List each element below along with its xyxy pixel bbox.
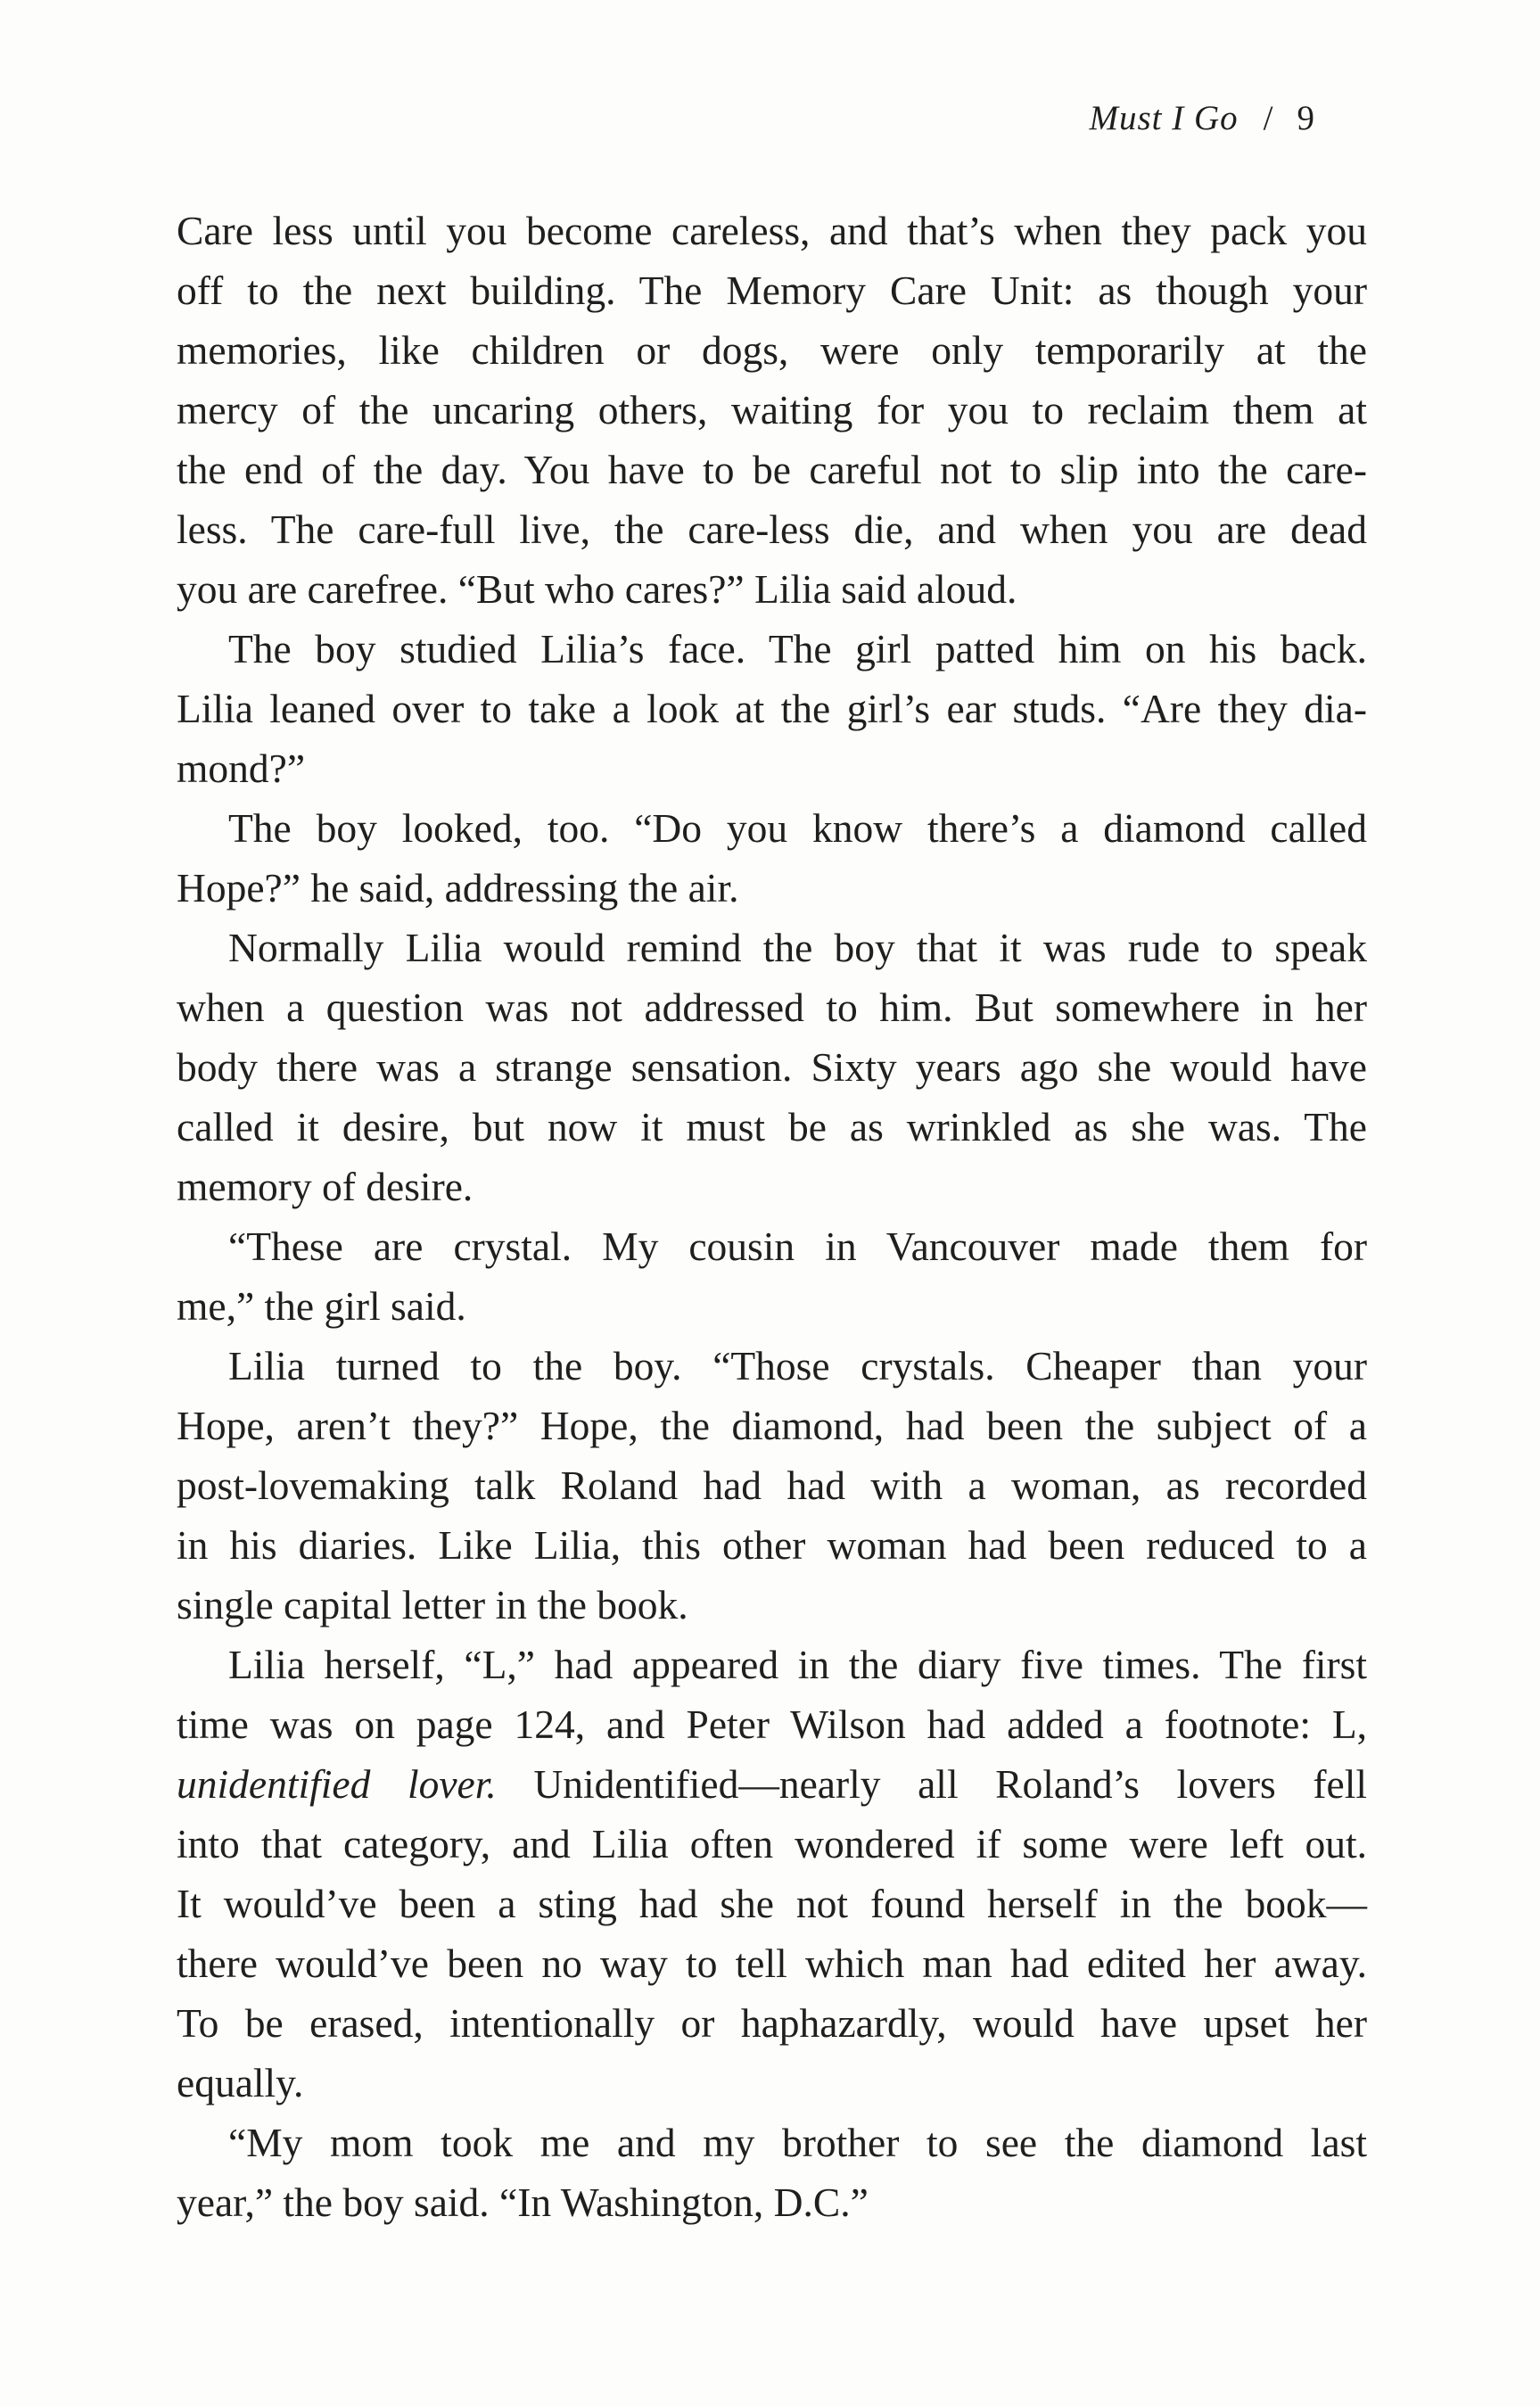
running-header <box>1090 98 1316 138</box>
text-line: Lilia herself, “L,” had appeared in the diary five times. The first <box>228 1642 1367 1687</box>
italic-phrase: unidentified lover. <box>177 1761 497 1807</box>
text-line: The boy looked, too. “Do you know there’s a diamond called <box>228 805 1367 851</box>
text-line: Hope?” he said, addressing the air. <box>177 865 739 910</box>
text-line: The boy studied Lilia’s face. The girl patted him on his back. <box>228 626 1367 672</box>
text-line: there would’ve been no way to tell which man had edited her away. <box>177 1940 1367 1986</box>
text-line: body there was a strange sensation. Sixty years ago she would have <box>177 1044 1367 1090</box>
body-text <box>177 201 1367 2232</box>
text-line: into that category, and Lilia often wondered if some were left out. <box>177 1821 1367 1866</box>
text-line: “These are crystal. My cousin in Vancouver made them for <box>228 1224 1367 1269</box>
page-number: 9 <box>1297 99 1315 137</box>
text-line: when a question was not addressed to him. But somewhere in her <box>177 985 1367 1030</box>
text-line: memory of desire. <box>177 1164 474 1209</box>
text-line: off to the next building. The Memory Care Unit: as though your <box>177 268 1367 313</box>
text-line: called it desire, but now it must be as wrinkled as she was. The <box>177 1104 1367 1149</box>
text-line: unidentified lover. Unidentified—nearly all Roland’s lovers fell <box>177 1761 1367 1807</box>
text-line: memories, like children or dogs, were only temporarily at the <box>177 327 1367 373</box>
running-header-title: Must I Go <box>1089 99 1239 137</box>
text-line: Care less until you become careless, and that’s when they pack you <box>177 208 1367 253</box>
text-line: Lilia leaned over to take a look at the girl’s ear studs. “Are they dia- <box>177 686 1367 731</box>
text-line: Normally Lilia would remind the boy that it was rude to speak <box>228 925 1367 970</box>
text-line: “My mom took me and my brother to see the diamond last <box>228 2120 1367 2165</box>
text-line: year,” the boy said. “In Washington, D.C.” <box>177 2179 869 2225</box>
text-line: the end of the day. You have to be careful not to slip into the care- <box>177 447 1367 492</box>
text-line: To be erased, intentionally or haphazardly, would have upset her <box>177 2000 1367 2046</box>
text-line: you are carefree. “But who cares?” Lilia said aloud. <box>177 566 1017 612</box>
text-line: me,” the girl said. <box>177 1283 466 1329</box>
text-line: Hope, aren’t they?” Hope, the diamond, had been the subject of a <box>177 1403 1367 1448</box>
text-line: post-lovemaking talk Roland had had with a woman, as recorded <box>177 1463 1367 1508</box>
text-line: Lilia turned to the boy. “Those crystals. Cheaper than your <box>228 1343 1367 1388</box>
text-line: It would’ve been a sting had she not found herself in the book— <box>177 1881 1367 1926</box>
text-line: time was on page 124, and Peter Wilson had added a footnote: L, <box>177 1702 1367 1747</box>
text-line: equally. <box>177 2060 304 2105</box>
text-line: mond?” <box>177 746 306 791</box>
running-header-separator: / <box>1263 99 1274 137</box>
text-line: mercy of the uncaring others, waiting for you to reclaim them at <box>177 387 1367 433</box>
text-line: less. The care-full live, the care-less die, and when you are dead <box>177 507 1367 552</box>
text-line: single capital letter in the book. <box>177 1582 688 1627</box>
text-line: in his diaries. Like Lilia, this other woman had been reduced to a <box>177 1522 1367 1568</box>
